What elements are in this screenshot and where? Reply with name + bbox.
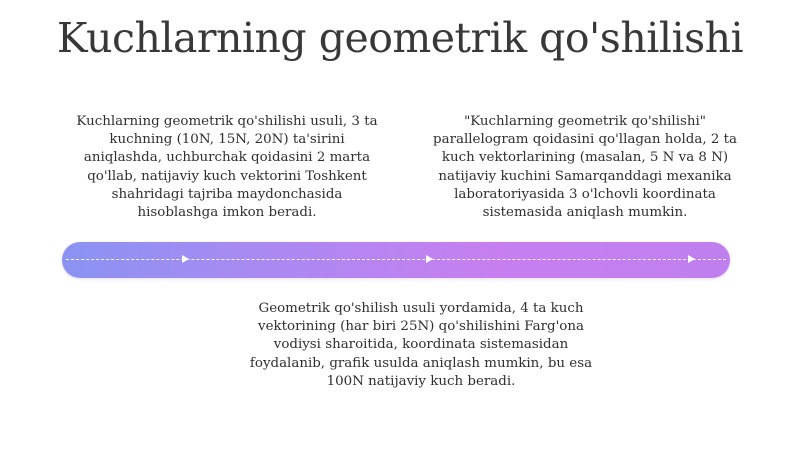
paragraph-top-right: "Kuchlarning geometrik qo'shilishi" parallelogram qoidasini qo'llagan holda, 2 ta kuch vektorlarining (masalan, 5 N va 8 N) natijaviy kuchini Samarqanddagi mexanika laboratoriyasida 3 o'lchovli koordinata sistemasida aniqlash mumkin. [433,114,737,221]
arrow-right-icon [182,255,189,263]
paragraph-bottom: Geometrik qo'shilish usuli yordamida, 4 ta kuch vektorining (har biri 25N) qo'shilishini Farg'ona vodiysi sharoitida, koordinata sistemasidan foydalanib, grafik usulda aniqlash mumkin, bu esa 100N natijaviy kuch beradi. [249,301,593,389]
page-title: Kuchlarning geometrik qo'shilishi [56,14,744,62]
paragraph-top-left: Kuchlarning geometrik qo'shilishi usuli, 3 ta kuchning (10N, 15N, 20N) ta'sirini aniqlashda, uchburchak qoidasini 2 marta qo'llab, natijaviy kuch vektorini Toshkent shahridagi tajriba maydonchasida hisoblashga imkon beradi. [76,114,378,221]
timeline-dashed-line [66,259,726,260]
arrow-right-icon [688,255,695,263]
timeline-bar [62,242,730,278]
arrow-right-icon [426,255,433,263]
